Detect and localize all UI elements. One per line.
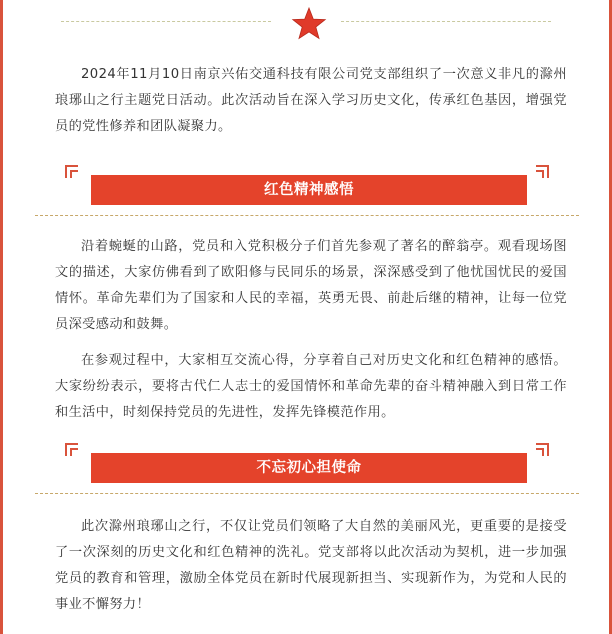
section-divider: [35, 493, 579, 494]
section-header-original-mission: [65, 443, 549, 505]
section-1-paragraph-1: 沿着蜿蜒的山路，党员和入党积极分子们首先参观了著名的醉翁亭。观看现场图文的描述，大家仿佛看到了欧阳修与民同乐的场景，深深感受到了他忧国忧民的爱国情怀。革命先辈们为了国家和人民的幸福，英勇无畏、前赴后继的精神，让每一位党员深受感动和鼓舞。: [55, 239, 567, 332]
corner-ornament-left: [65, 165, 78, 178]
section-divider: [35, 215, 579, 216]
intro-paragraph: 2024年11月10日南京兴佑交通科技有限公司党支部组织了一次意义非凡的滁州琅琊山之行主题党日活动。此次活动旨在深入学习历史文化，传承红色基因，增强党员的党性修养和团队凝聚力。: [55, 67, 567, 134]
section-2-paragraph-1: 此次滁州琅琊山之行，不仅让党员们领略了大自然的美丽风光，更重要的是接受了一次深刻的历史文化和红色精神的洗礼。党支部将以此次活动为契机，进一步加强党员的教育和管理，激励全体党员在新时代展现新担当、实现新作为，为党和人民的事业不懈努力！: [55, 519, 567, 612]
corner-ornament-right: [536, 165, 549, 178]
section-title: 不忘初心担使命: [91, 453, 527, 483]
header-divider-left: [61, 21, 271, 22]
section-title: 红色精神感悟: [91, 175, 527, 205]
corner-ornament-left: [65, 443, 78, 456]
star-icon: [289, 4, 329, 44]
section-header-red-spirit: [65, 165, 549, 227]
header-divider-right: [341, 21, 551, 22]
section-1-paragraph-2: 在参观过程中，大家相互交流心得，分享着自己对历史文化和红色精神的感悟。大家纷纷表示，要将古代仁人志士的爱国情怀和革命先辈的奋斗精神融入到日常工作和生活中，时刻保持党员的先进性，发挥先锋模范作用。: [55, 353, 567, 420]
corner-ornament-right: [536, 443, 549, 456]
